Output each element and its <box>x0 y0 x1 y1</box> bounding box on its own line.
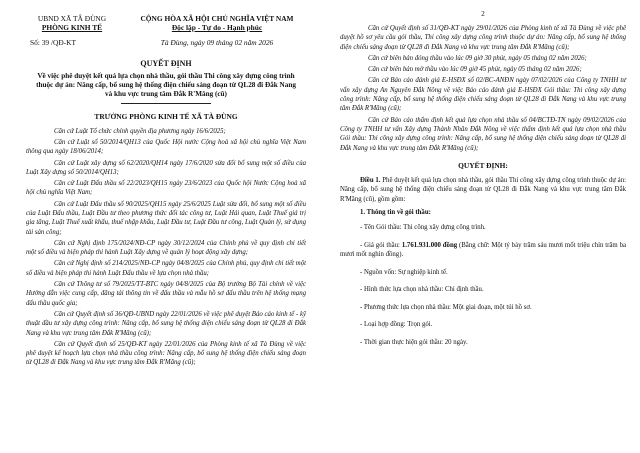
reference-number: Số: 39 /QĐ-KT <box>30 38 76 47</box>
price-label: - Giá gói thầu: <box>360 241 402 249</box>
legal-basis: Căn cứ Quyết định số 36/QĐ-UBND ngày 22/01/2026 về việc phê duyệt Báo cáo kinh tế - kỹ thuật đầu tư xây dựng công trình: Nâng cấp, bổ sung hệ thống điện chiếu sáng đoạn từ QL28 đi Đắk Nang và khu vực trung tâm Đắk R'Măng (cũ); <box>26 310 306 337</box>
issuing-organization <box>26 14 118 32</box>
price-value: 1.761.931.000 đồng <box>401 241 458 249</box>
national-motto <box>128 14 306 32</box>
legal-basis: Căn cứ Luật xây dựng số 62/2020/QH14 ngày 17/6/2020 sửa đổi bổ sung một số điều của Luật Xây dựng số 50/2014/QH13; <box>26 159 306 176</box>
funding-source: - Nguồn vốn: Sự nghiệp kinh tế. <box>360 268 448 276</box>
reference-row <box>26 38 306 47</box>
package-price <box>340 241 626 260</box>
selection-method: - Hình thức lựa chọn nhà thầu: Chỉ định thầu. <box>360 286 484 294</box>
legal-basis: Căn cứ Luật Đấu thầu số 22/2023/QH15 ngày 23/6/2023 của Quốc hội Nước Cộng hoà xã hội chủ nghĩa Việt Nam; <box>26 180 306 197</box>
document-date: Tà Đùng, ngày 09 tháng 02 năm 2026 <box>160 38 274 47</box>
section-heading: 1. Thông tin về gói thầu: <box>360 209 431 217</box>
contract-type: - Loại hợp đồng: Trọn gói. <box>360 321 433 329</box>
legal-basis: Căn cứ Nghị định số 214/2025/NĐ-CP ngày 04/8/2025 của Chính phủ, quy định chi tiết một số điều và biện pháp thi hành Luật Đấu thầu về lựa chọn nhà thầu; <box>26 260 306 277</box>
article-1-text: Phê duyệt kết quả lựa chọn nhà thầu, gói thầu Thi công xây dựng công trình thuộc dự án: Nâng cấp, bổ sung hệ thống điện chiếu sáng đoạn từ QL28 đi Đắk Nang và khu vực trung tâm Đắk R'Măng (cũ), gồm gồm: <box>340 176 626 203</box>
legal-basis: Căn cứ Thông tư số 79/2025/TT-BTC ngày 04/8/2025 của Bộ trưởng Bộ Tài chính về việc Hướng dẫn việc cung cấp, đăng tải thông tin về đấu thầu và mẫu hồ sơ đấu thầu trên hệ thống mạng đấu thầu quốc gia; <box>26 281 306 307</box>
page-2 <box>320 0 640 453</box>
package-name: - Tên Gói thầu: Thi công xây dựng công trình. <box>360 224 486 232</box>
legal-bases <box>26 127 306 368</box>
issuing-authority: TRƯỞNG PHÒNG KINH TẾ XÃ TÀ ĐÙNG <box>94 111 238 121</box>
decision-heading: QUYẾT ĐỊNH: <box>458 160 508 170</box>
motto: Độc lập - Tự do - Hạnh phúc <box>171 23 263 32</box>
country-name: CỘNG HÒA XÃ HỘI CHỦ NGHĨA VIỆT NAM <box>140 14 294 23</box>
price-in-words: (Bằng chữ: Một tỷ bảy trăm sáu mươi mốt triệu chín trăm ba mươi mốt nghìn đồng). <box>340 241 626 259</box>
org-line-2: PHÒNG KINH TẾ <box>41 23 103 32</box>
document-title: QUYẾT ĐỊNH <box>140 59 192 68</box>
document-subject: Về việc phê duyệt kết quả lựa chọn nhà thầu, gói thầu Thi công xây dựng công trình thuộc dự án: Nâng cấp, bổ sung hệ thống điện chiếu sáng đoạn từ QL28 đi Đắk Nang và khu vực trung tâm Đắk R'Măng (cũ) <box>36 72 296 99</box>
execution-duration: - Thời gian thực hiện gói thầu: 20 ngày. <box>360 338 468 346</box>
legal-bases-continued <box>340 24 626 153</box>
page-number: 2 <box>481 10 485 18</box>
legal-basis: Căn cứ Luật Đấu thầu số 90/2025/QH15 ngày 25/6/2025 Luật sửa đổi, bổ sung một số điều của Luật Đấu thầu, Luật Đầu tư theo phương thức đối tác công tư, Luật Hải quan, Luật Thuế giá trị gia tăng, Luật Thuế xuất khẩu, thuế nhập khẩu, Luật Đầu tư, Luật Đầu tư công, Luật Quản lý, sử dụng tài sản công; <box>26 200 306 236</box>
article-1 <box>340 176 626 205</box>
legal-basis: Căn cứ biên bản đóng thầu vào lúc 09 giờ 30 phút, ngày 05 tháng 02 năm 2026; <box>368 54 587 62</box>
article-1-label: Điều 1. <box>360 176 381 184</box>
legal-basis: Căn cứ Báo cáo thẩm định kết quả lựa chọn nhà thầu số 04/BCTĐ-TN ngày 09/02/2026 của Công ty TNHH tư vấn Xây dựng Thành Nhân Đắk Nông về việc thẩm định kết quả lựa chọn nhà thầu Gói thầu: Thi công xây dựng công trình: Nâng cấp, bổ sung hệ thống điện chiếu sáng đoạn từ QL28 đi Đắk Nang và khu vực trung tâm Đắk R'Măng (cũ); <box>340 116 626 152</box>
legal-basis: Căn cứ Quyết định số 31/QĐ-KT ngày 29/01/2026 của Phòng kinh tế xã Tà Đùng về việc phê duyệt hồ sơ yêu cầu gói thầu, Thi công xây dựng công trình thuộc dự án: Nâng cấp, bổ sung hệ thống điện chiếu sáng đoạn từ QL28 đi Đắk Nang và khu vực trung tâm Đắk R'Măng (cũ); <box>340 25 626 51</box>
selection-procedure: - Phương thức lựa chọn nhà thầu: Một giai đoạn, một túi hồ sơ. <box>360 303 532 311</box>
org-line-1: UBND XÃ TÂ ĐÙNG <box>37 14 107 23</box>
legal-basis: Căn cứ Quyết định số 25/QĐ-KT ngày 22/01/2026 của Phòng kinh tế xã Tà Đùng về việc phê duyệt kế hoạch lựa chọn nhà thầu công trình: Nâng cấp, bổ sung hệ thống điện chiếu sáng đoạn từ QL28 đi Đắk Nang và khu vực trung tâm Đắk R'Măng (cũ); <box>26 340 306 367</box>
legal-basis: Căn cứ Nghị định 175/2024/NĐ-CP ngày 30/12/2024 của Chính phủ về quy định chi tiết một số điều và biện pháp thi hành Luật Xây dựng về quản lý hoạt động xây dựng; <box>26 239 306 257</box>
subject-underline <box>121 103 211 104</box>
document-header <box>26 14 306 32</box>
legal-basis: Căn cứ Luật Tổ chức chính quyền địa phương ngày 16/6/2025; <box>54 127 226 135</box>
legal-basis: Căn cứ Báo cáo đánh giá E-HSĐX số 02/BC-ANĐN ngày 07/02/2026 của Công ty TNHH tư vấn xây dựng An Nguyên Đắk Nông về việc Báo cáo đánh giá E-HSĐX Gói thầu: Thi công xây dựng công trình: Nâng cấp, bổ sung hệ thống điện chiếu sáng đoạn từ QL28 đi Đắk Nang và khu vực trung tâm Đắk R'Măng (cũ); <box>340 77 626 113</box>
legal-basis: Căn cứ biên bản mở thầu vào lúc 09 giờ 45 phút, ngày 05 tháng 02 năm 2026; <box>368 66 582 74</box>
legal-basis: Căn cứ Luật số 50/2014/QH13 của Quốc Hội nước Cộng hoà xã hội chủ nghĩa Việt Nam thông qua ngày 18/06/2014; <box>26 138 306 156</box>
